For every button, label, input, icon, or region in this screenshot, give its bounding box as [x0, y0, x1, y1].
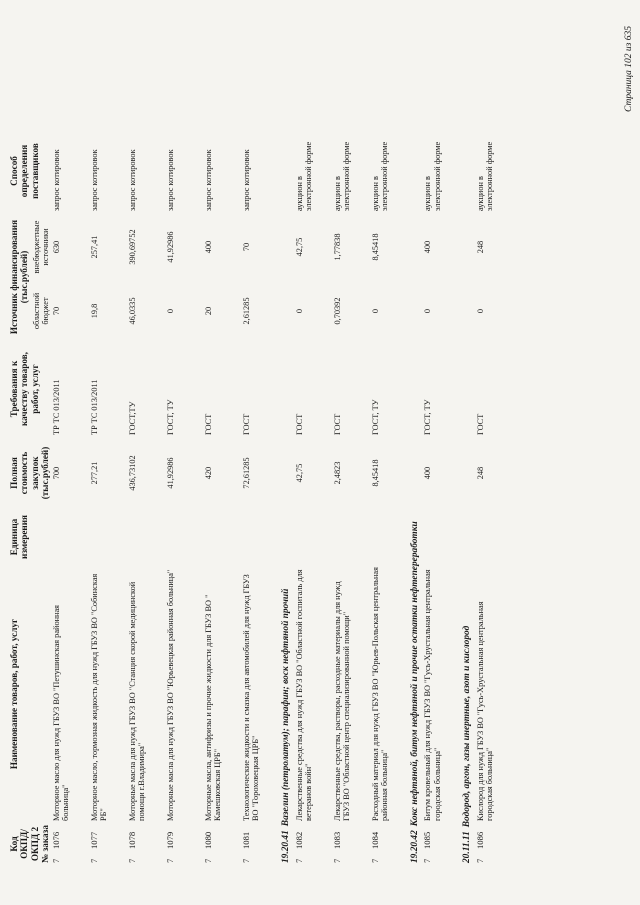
cell-extrabudget: 70 — [242, 242, 252, 252]
cell-method: аукцион в электронной форме — [475, 141, 495, 211]
table-row — [165, 129, 203, 865]
cell-requirements: ТР ТС 013/2011 — [52, 379, 62, 435]
cell-method: запрос котировок — [90, 149, 100, 211]
header-total: Полная стоимость закупок (тыс.рублей) — [9, 446, 50, 500]
header-code: Код ОКПД/ ОКПД 2 № заказа — [9, 825, 50, 863]
cell-unit — [422, 509, 460, 565]
cell-extrabudget: 8,45418 — [370, 233, 380, 261]
cell-extrabudget: 400 — [423, 240, 433, 254]
cell-code: 7 — [165, 858, 176, 863]
cell-order-number: 1078 — [127, 831, 138, 849]
cell-method: аукцион в электронной форме — [294, 141, 313, 211]
cell-regional-budget: 0 — [475, 308, 485, 314]
cell-requirements: ГОСТ,ТУ — [128, 401, 138, 435]
cell-regional-budget: 20 — [204, 306, 214, 316]
table-row — [89, 129, 127, 865]
group-row — [408, 129, 423, 865]
cell-regional-budget: 0,70392 — [332, 297, 342, 325]
cell-order-number: 1082 — [293, 831, 304, 849]
group-name: Водород, аргон, газы инертные, азот и кислород — [462, 625, 473, 828]
cell-name: Моторное масло, тормозная жидкость для нужд ГБУЗ ВО "Собинская РБ" — [90, 573, 109, 821]
header-funding-regional: областной бюджет — [31, 292, 50, 330]
cell-code: 7 — [127, 858, 138, 863]
cell-extrabudget: 257,41 — [90, 235, 100, 259]
cell-order-number: 1083 — [331, 831, 342, 849]
cell-order-number: 1086 — [474, 831, 485, 849]
cell-code: 7 — [369, 858, 380, 863]
group-row — [460, 129, 475, 865]
header-method: Способ определения поставщиков — [9, 143, 40, 199]
cell-unit — [294, 509, 332, 565]
cell-name: Моторное масло для нужд ГБУЗ ВО "Петушинская районная больница" — [52, 605, 71, 821]
cell-unit — [127, 509, 165, 565]
table-row — [241, 129, 279, 865]
cell-regional-budget: 0 — [370, 308, 380, 314]
cell-method: аукцион в электронной форме — [423, 141, 442, 211]
cell-unit — [241, 509, 279, 565]
cell-extrabudget: 42,75 — [294, 237, 304, 257]
cell-extrabudget: 400 — [204, 240, 214, 254]
group-row — [279, 129, 294, 865]
cell-order-number: 1076 — [51, 831, 62, 849]
cell-extrabudget: 1,77838 — [332, 233, 342, 261]
cell-code: 7 — [241, 858, 252, 863]
page-number: Страница 102 из 635 — [624, 26, 634, 112]
cell-requirements: ГОСТ, ТУ — [423, 399, 433, 435]
cell-total: 2,4823 — [332, 461, 342, 485]
cell-total: 248 — [475, 466, 485, 480]
cell-code: 7 — [474, 858, 485, 863]
table-row — [294, 129, 332, 865]
cell-method: запрос котировок — [166, 149, 176, 211]
cell-requirements: ТР ТС 013/2011 — [90, 379, 100, 435]
cell-method: запрос котировок — [242, 149, 252, 211]
cell-name: Моторные масла для нужд ГБУЗ ВО "Станция скорой медицинской помощи г.Владимира" — [128, 581, 147, 821]
cell-regional-budget: 19,8 — [90, 303, 100, 319]
cell-order-number: 1080 — [203, 831, 214, 849]
cell-name: Расходный материал для нужд ГБУЗ ВО "Юрьев-Польская центральная районная больница" — [370, 567, 389, 821]
cell-total: 436,73102 — [128, 455, 138, 491]
cell-total: 420 — [204, 466, 214, 480]
procurement-table — [8, 129, 513, 865]
cell-method: запрос котировок — [204, 149, 214, 211]
cell-code: 7 — [89, 858, 100, 863]
cell-method: запрос котировок — [128, 149, 138, 211]
cell-code: 7 — [331, 858, 342, 863]
cell-name: Кислород для нужд ГБУЗ ВО "Гусь-Хрустальная центральная городская больница" — [475, 601, 495, 821]
header-requirements: Требования к качеству товаров, работ, услуг — [9, 352, 40, 426]
table-row — [332, 129, 370, 865]
cell-unit — [51, 509, 89, 565]
cell-requirements: ГОСТ — [475, 413, 485, 435]
cell-requirements: ГОСТ, ТУ — [370, 399, 380, 435]
group-code: 19.20.42 — [409, 830, 420, 863]
cell-requirements: ГОСТ — [332, 413, 342, 435]
cell-order-number: 1084 — [369, 831, 380, 849]
table-row — [203, 129, 241, 865]
cell-total: 8,45418 — [370, 459, 380, 487]
cell-total: 42,75 — [294, 463, 304, 483]
cell-unit — [332, 509, 370, 565]
cell-requirements: ГОСТ — [242, 413, 252, 435]
table-row — [127, 129, 165, 865]
cell-order-number: 1085 — [422, 831, 433, 849]
cell-name: Лекарственные средства, растворы, расходные материалы для нужд ГБУЗ ВО "Областной центр специализированной помощи" — [332, 581, 351, 821]
group-cell — [279, 129, 294, 865]
cell-regional-budget: 0 — [423, 308, 433, 314]
cell-regional-budget: 0 — [166, 308, 176, 314]
cell-requirements: ГОСТ — [294, 413, 304, 435]
cell-name: Битум кровельный для нужд ГБУЗ ВО "Гусь-Хрустальная центральная городская больница" — [423, 569, 442, 821]
cell-unit — [89, 509, 127, 565]
cell-code: 7 — [293, 858, 304, 863]
cell-method: запрос котировок — [52, 149, 62, 211]
cell-total: 277,21 — [90, 461, 100, 485]
group-cell — [460, 129, 475, 865]
cell-requirements: ГОСТ, ТУ — [166, 399, 176, 435]
cell-method: аукцион в электронной форме — [370, 141, 389, 211]
group-name: Кокс нефтяной, битум нефтяной и прочие остатки нефтепереработки — [409, 521, 420, 827]
cell-unit — [475, 509, 513, 565]
header-funding-extra: внебюджетные источники — [31, 220, 50, 274]
group-name: Вазелин (петролатум); парафин; воск нефтяной прочий — [281, 588, 292, 827]
cell-regional-budget: 2,61285 — [242, 297, 252, 325]
cell-total: 41,92986 — [166, 457, 176, 489]
cell-extrabudget: 630 — [52, 240, 62, 254]
cell-unit — [165, 509, 203, 565]
cell-code: 7 — [51, 858, 62, 863]
table-row — [422, 129, 460, 865]
group-code: 19.20.41 — [281, 830, 292, 863]
cell-order-number: 1079 — [165, 831, 176, 849]
cell-total: 700 — [52, 466, 62, 480]
cell-name: Моторные масла для нужд ГБУЗ ВО "Юрьевецкая районная больница" — [166, 569, 176, 821]
cell-method: аукцион в электронной форме — [332, 141, 351, 211]
cell-regional-budget: 0 — [294, 308, 304, 314]
table-row — [475, 129, 513, 865]
cell-unit — [370, 509, 408, 565]
table-row — [51, 129, 89, 865]
group-code: 20.11.11 — [462, 831, 473, 863]
table-header-row — [8, 129, 31, 865]
cell-order-number: 1081 — [241, 831, 252, 849]
header-funding: Источник финансирования (тыс.рублей) — [9, 219, 30, 335]
table-row — [370, 129, 408, 865]
cell-requirements: ГОСТ — [204, 413, 214, 435]
cell-order-number: 1077 — [89, 831, 100, 849]
cell-regional-budget: 46,0335 — [128, 297, 138, 325]
cell-name: Технологические жидкости и смазка для автомобилей для нужд ГБУЗ ВО "Гороховецкая ЦРБ" — [242, 574, 261, 821]
cell-unit — [203, 509, 241, 565]
cell-extrabudget: 390,69752 — [128, 229, 138, 265]
table-body — [51, 129, 513, 865]
group-cell — [408, 129, 423, 865]
cell-code: 7 — [422, 858, 433, 863]
cell-extrabudget: 248 — [475, 240, 485, 254]
cell-name: Моторные масла, антифризы и прочие жидкости для ГБУЗ ВО " Камешковская ЦРБ" — [204, 594, 223, 821]
cell-regional-budget: 70 — [52, 306, 62, 316]
header-unit: Единица измерения — [9, 515, 30, 559]
cell-total: 72,61285 — [242, 457, 252, 489]
cell-code: 7 — [203, 858, 214, 863]
cell-total: 400 — [423, 466, 433, 480]
cell-extrabudget: 41,92986 — [166, 231, 176, 263]
header-name: Наименование товаров, работ, услуг — [9, 618, 19, 770]
cell-name: Лекарственные средства для нужд ГБУЗ ВО "Областной госпиталь для ветеранов войн" — [294, 569, 313, 821]
